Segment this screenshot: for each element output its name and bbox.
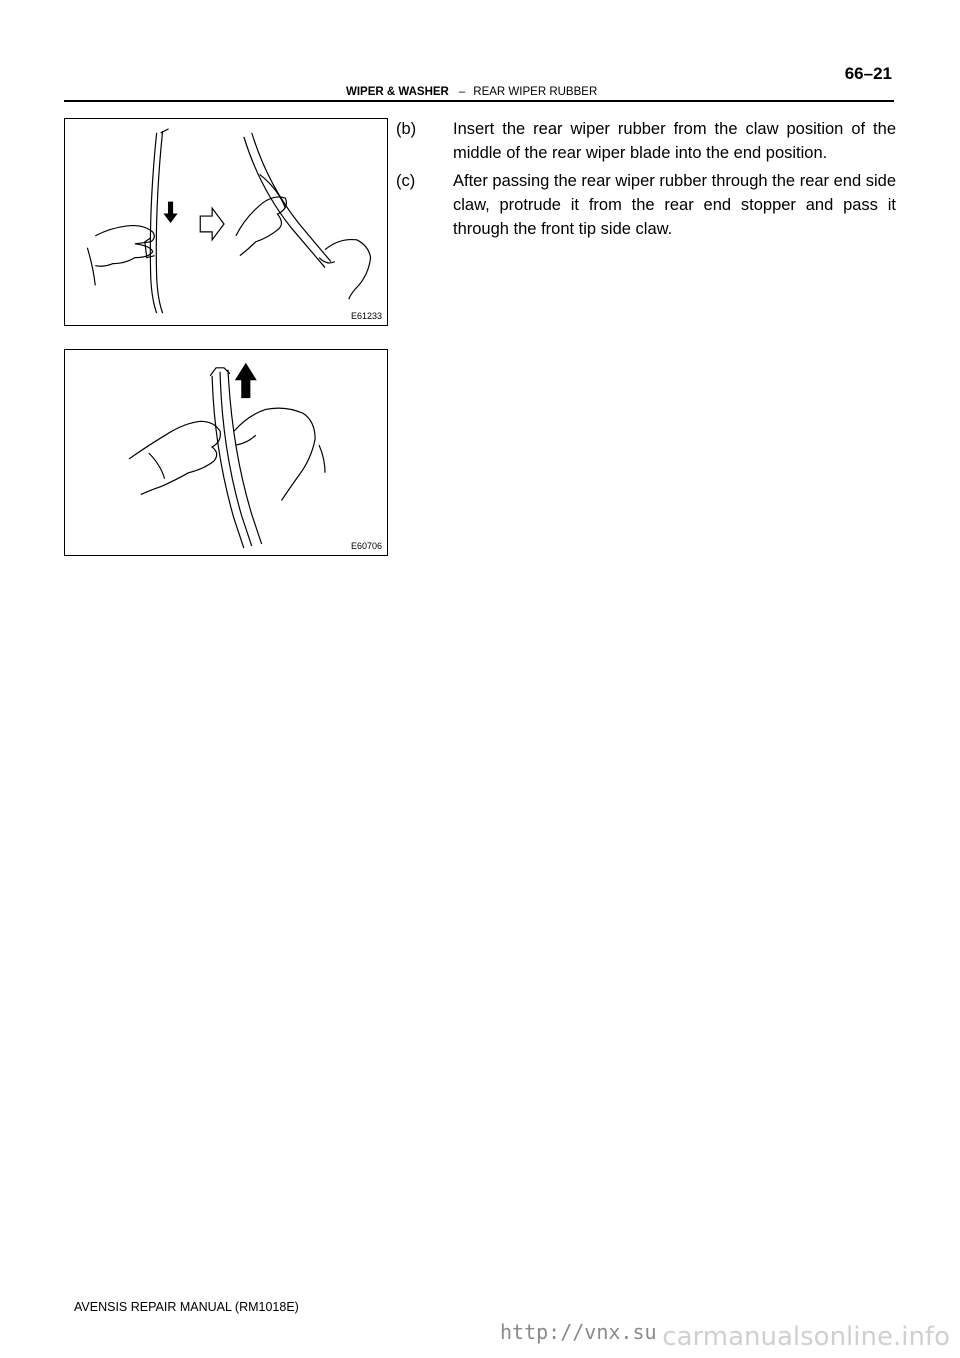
- running-title: [346, 86, 597, 98]
- section-title: WIPER & WASHER: [346, 86, 449, 98]
- watermark-link[interactable]: http://vnx.su: [500, 1320, 657, 1344]
- manual-footer: AVENSIS REPAIR MANUAL (RM1018E): [74, 1300, 299, 1314]
- figure-pass-rubber: [64, 349, 388, 556]
- step-c: [396, 169, 896, 241]
- figure-code: E60706: [350, 541, 382, 551]
- header-rule: [64, 100, 894, 102]
- subsection-title: REAR WIPER RUBBER: [473, 86, 598, 98]
- step-b: [396, 117, 896, 165]
- page-number: 66–21: [844, 64, 892, 83]
- watermark-site: carmanualsonline.info: [662, 1322, 950, 1352]
- figure-code: E61233: [350, 311, 382, 321]
- figure-insert-rubber: [64, 118, 388, 326]
- title-separator: –: [458, 86, 466, 98]
- step-text: Insert the rear wiper rubber from the claw position of the middle of the rear wiper blade into the end position.: [453, 120, 896, 162]
- illustration-pass-rubber: [65, 350, 387, 555]
- step-label: (b): [396, 120, 417, 138]
- illustration-insert-rubber: [65, 119, 387, 325]
- instruction-steps: [396, 117, 896, 245]
- step-text: After passing the rear wiper rubber through the rear end side claw, protrude it from the rear end stopper and pass it through the front tip side claw.: [453, 172, 897, 238]
- step-label: (c): [396, 172, 416, 190]
